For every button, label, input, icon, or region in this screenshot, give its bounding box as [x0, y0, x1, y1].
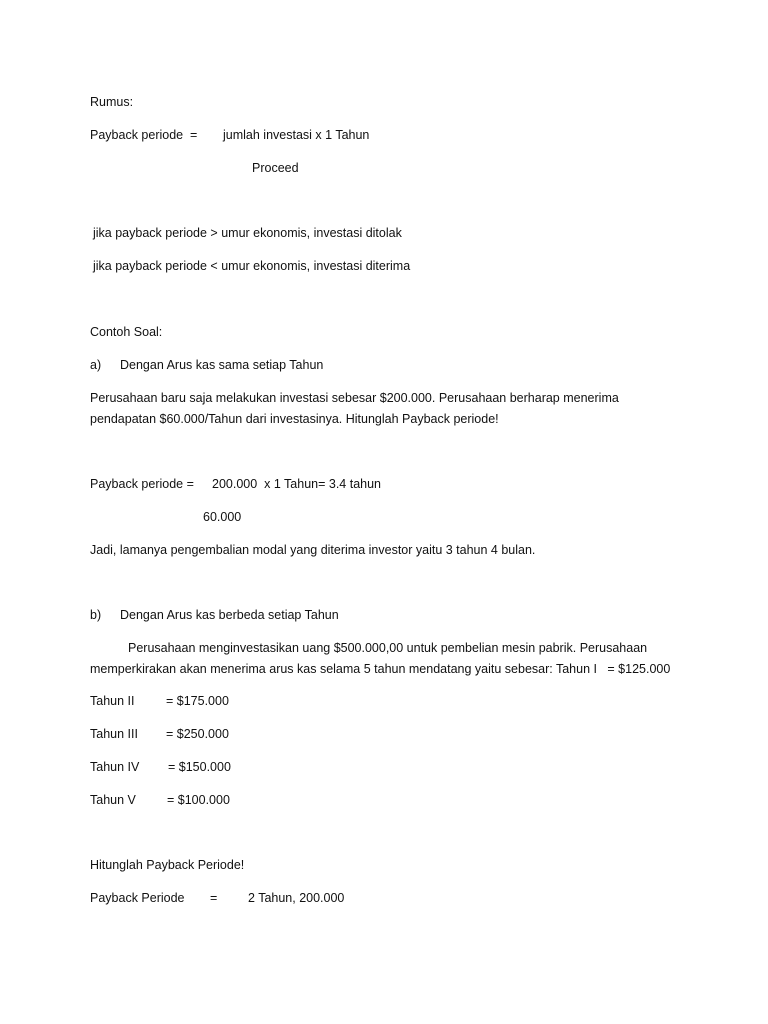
rule-accepted: jika payback periode < umur ekonomis, investasi diterima — [93, 259, 411, 273]
cashflow-year: Tahun II — [90, 694, 135, 708]
case-a-problem-line2: pendapatan $60.000/Tahun dari investasinya. Hitunglah Payback periode! — [90, 412, 499, 426]
case-b-problem-line1: Perusahaan menginvestasikan uang $500.000,00 untuk pembelian mesin pabrik. Perusahaan — [128, 641, 648, 655]
case-a-conclusion: Jadi, lamanya pengembalian modal yang diterima investor yaitu 3 tahun 4 bulan. — [90, 543, 536, 557]
cashflow-year: Tahun IV — [90, 760, 140, 774]
cashflow-value: = $250.000 — [166, 727, 229, 741]
formula-numerator: jumlah investasi x 1 Tahun — [223, 128, 370, 142]
cashflow-value: = $150.000 — [168, 760, 231, 774]
case-a-formula-label: Payback periode = — [90, 477, 194, 491]
formula-label: Payback periode = — [90, 128, 198, 142]
cashflow-year: Tahun V — [90, 793, 136, 807]
case-a-title: Dengan Arus kas sama setiap Tahun — [120, 358, 324, 372]
case-b-answer-value: 2 Tahun, 200.000 — [248, 891, 345, 905]
cashflow-value: = $175.000 — [166, 694, 229, 708]
case-b-title: Dengan Arus kas berbeda setiap Tahun — [120, 608, 339, 622]
formula-denominator: Proceed — [252, 161, 299, 175]
case-b-answer-eq: = — [210, 891, 218, 905]
rule-rejected: jika payback periode > umur ekonomis, investasi ditolak — [93, 226, 402, 240]
case-a-formula-numerator: 200.000 x 1 Tahun= 3.4 tahun — [212, 477, 382, 491]
case-b-marker: b) — [90, 608, 102, 622]
case-b-problem-line2: memperkirakan akan menerima arus kas selama 5 tahun mendatang yaitu sebesar: Tahun I = $125.000 — [90, 662, 671, 676]
cashflow-year: Tahun III — [90, 727, 138, 741]
case-a-formula-denominator: 60.000 — [203, 510, 242, 524]
cashflow-value: = $100.000 — [167, 793, 230, 807]
case-b-question: Hitunglah Payback Periode! — [90, 858, 245, 872]
contoh-heading: Contoh Soal: — [90, 325, 163, 339]
rumus-heading: Rumus: — [90, 95, 134, 109]
case-b-answer-label: Payback Periode — [90, 891, 185, 905]
case-a-marker: a) — [90, 358, 102, 372]
case-a-problem-line1: Perusahaan baru saja melakukan investasi sebesar $200.000. Perusahaan berharap menerima — [90, 391, 619, 405]
